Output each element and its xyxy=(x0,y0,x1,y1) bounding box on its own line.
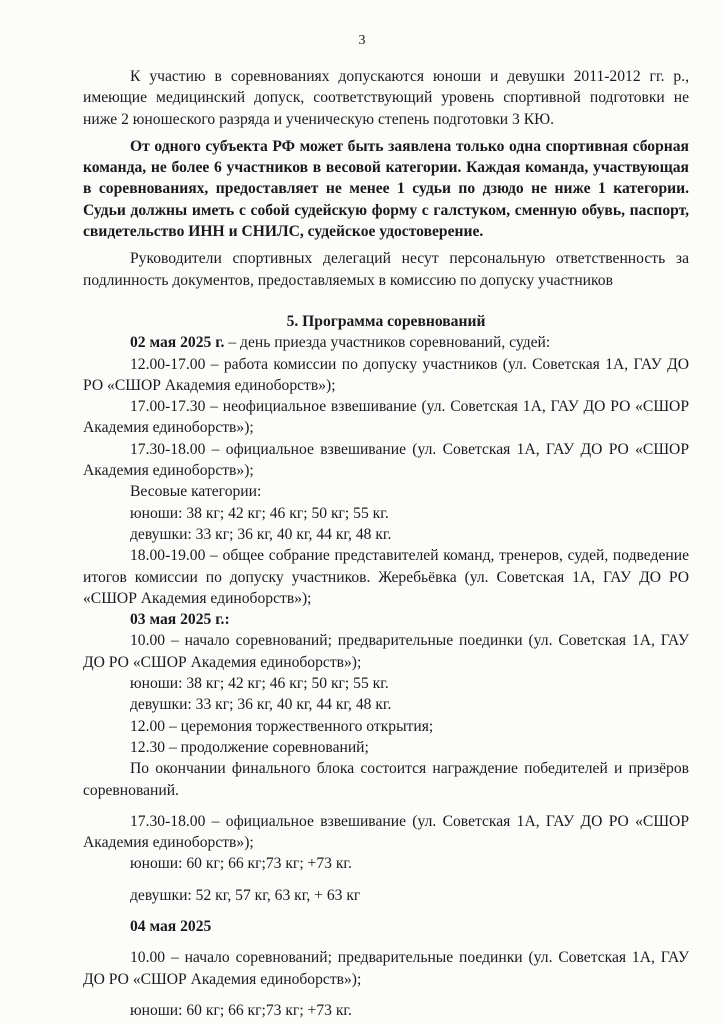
day2-girls-weights: девушки: 33 кг; 36 кг, 40 кг, 44 кг, 48 кг. xyxy=(130,696,392,714)
day1-heading xyxy=(83,332,689,353)
paragraph-admission: К участию в соревнованиях допускаются юноши и девушки 2011-2012 гг. р., имеющие медицинский допуск, соответствующий уровень спортивной подготовки не ниже 2 юношеского разряда и ученическую степень подготовки 3 КЮ. xyxy=(83,68,689,128)
day1-girls-weights: девушки: 33 кг; 36 кг, 40 кг, 44 кг, 48 кг. xyxy=(130,525,392,543)
day2-item5: 17.30-18.00 – официальное взвешивание (ул. Советская 1А, ГАУ ДО РО «СШОР Академия единоборств»); xyxy=(83,812,689,852)
paragraph-team-rules: От одного субъекта РФ может быть заявлена только одна спортивная сборная команда, не более 6 участников в весовой категории. Каждая команда, участвующая в соревнованиях, предоставляет не менее 1 судьи по дзюдо не ниже 1 категории. Судьи должны иметь с собой судейскую форму с галстуком, сменную обувь, паспорт, свидетельство ИНН и СНИЛС, судейское удостоверение. xyxy=(83,137,689,241)
day2-boys-weights: юноши: 38 кг; 42 кг; 46 кг; 50 кг; 55 кг. xyxy=(130,675,389,693)
day1-item3: 17.30-18.00 – официальное взвешивание (ул. Советская 1А, ГАУ ДО РО «СШОР Академия единоборств»); xyxy=(83,440,689,480)
day2-item4: По окончании финального блока состоится награждение победителей и призёров соревнований. xyxy=(83,760,689,799)
day2-item1: 10.00 – начало соревнований; предварительные поединки (ул. Советская 1А, ГАУ ДО РО «СШОР Академия единоборств»); xyxy=(83,632,689,671)
day2-girls-weights-2: девушки: 52 кг, 57 кг, 63 кг, + 63 кг xyxy=(130,886,361,904)
page-number: 3 xyxy=(358,33,366,48)
day1-date-suffix: – день приезда участников соревнований, судей: xyxy=(224,334,551,352)
day2-boys-weights-2: юноши: 60 кг; 66 кг;73 кг; +73 кг. xyxy=(130,855,352,873)
day1-date: 02 мая 2025 г. xyxy=(130,334,225,352)
day2-item3: 12.30 – продолжение соревнований; xyxy=(130,738,369,756)
day3-boys-weights: юноши: 60 кг; 66 кг;73 кг; +73 кг. xyxy=(130,1001,352,1019)
day1-item2: 17.00-17.30 – неофициальное взвешивание (ул. Советская 1А, ГАУ ДО РО «СШОР Академия единоборств»); xyxy=(83,398,689,437)
document-body xyxy=(83,66,689,1021)
day2-heading: 03 мая 2025 г.: xyxy=(130,611,230,629)
day3-item1: 10.00 – начало соревнований; предварительные поединки (ул. Советская 1А, ГАУ ДО РО «СШОР Академия единоборств»); xyxy=(83,949,689,988)
day1-item4: 18.00-19.00 – общее собрание представителей команд, тренеров, судей, подведение итогов комиссии по допуску участников. Жеребьёвка (ул. Советская 1А, ГАУ ДО РО «СШОР Академия единоборств»); xyxy=(83,547,689,607)
section-title: 5. Программа соревнований xyxy=(286,312,486,330)
paragraph-responsibility: Руководители спортивных делегаций несут персональную ответственность за подлинность документов, предоставляемых в комиссию по допуску участников xyxy=(83,250,689,289)
day3-heading: 04 мая 2025 xyxy=(130,917,212,935)
day1-boys-weights: юноши: 38 кг; 42 кг; 46 кг; 50 кг; 55 кг. xyxy=(130,504,389,522)
day1-weights-title: Весовые категории: xyxy=(130,483,262,501)
day1-item1: 12.00-17.00 – работа комиссии по допуску участников (ул. Советская 1А, ГАУ ДО РО «СШОР Академия единоборств»); xyxy=(83,355,689,394)
day2-item2: 12.00 – церемония торжественного открытия; xyxy=(130,717,434,735)
